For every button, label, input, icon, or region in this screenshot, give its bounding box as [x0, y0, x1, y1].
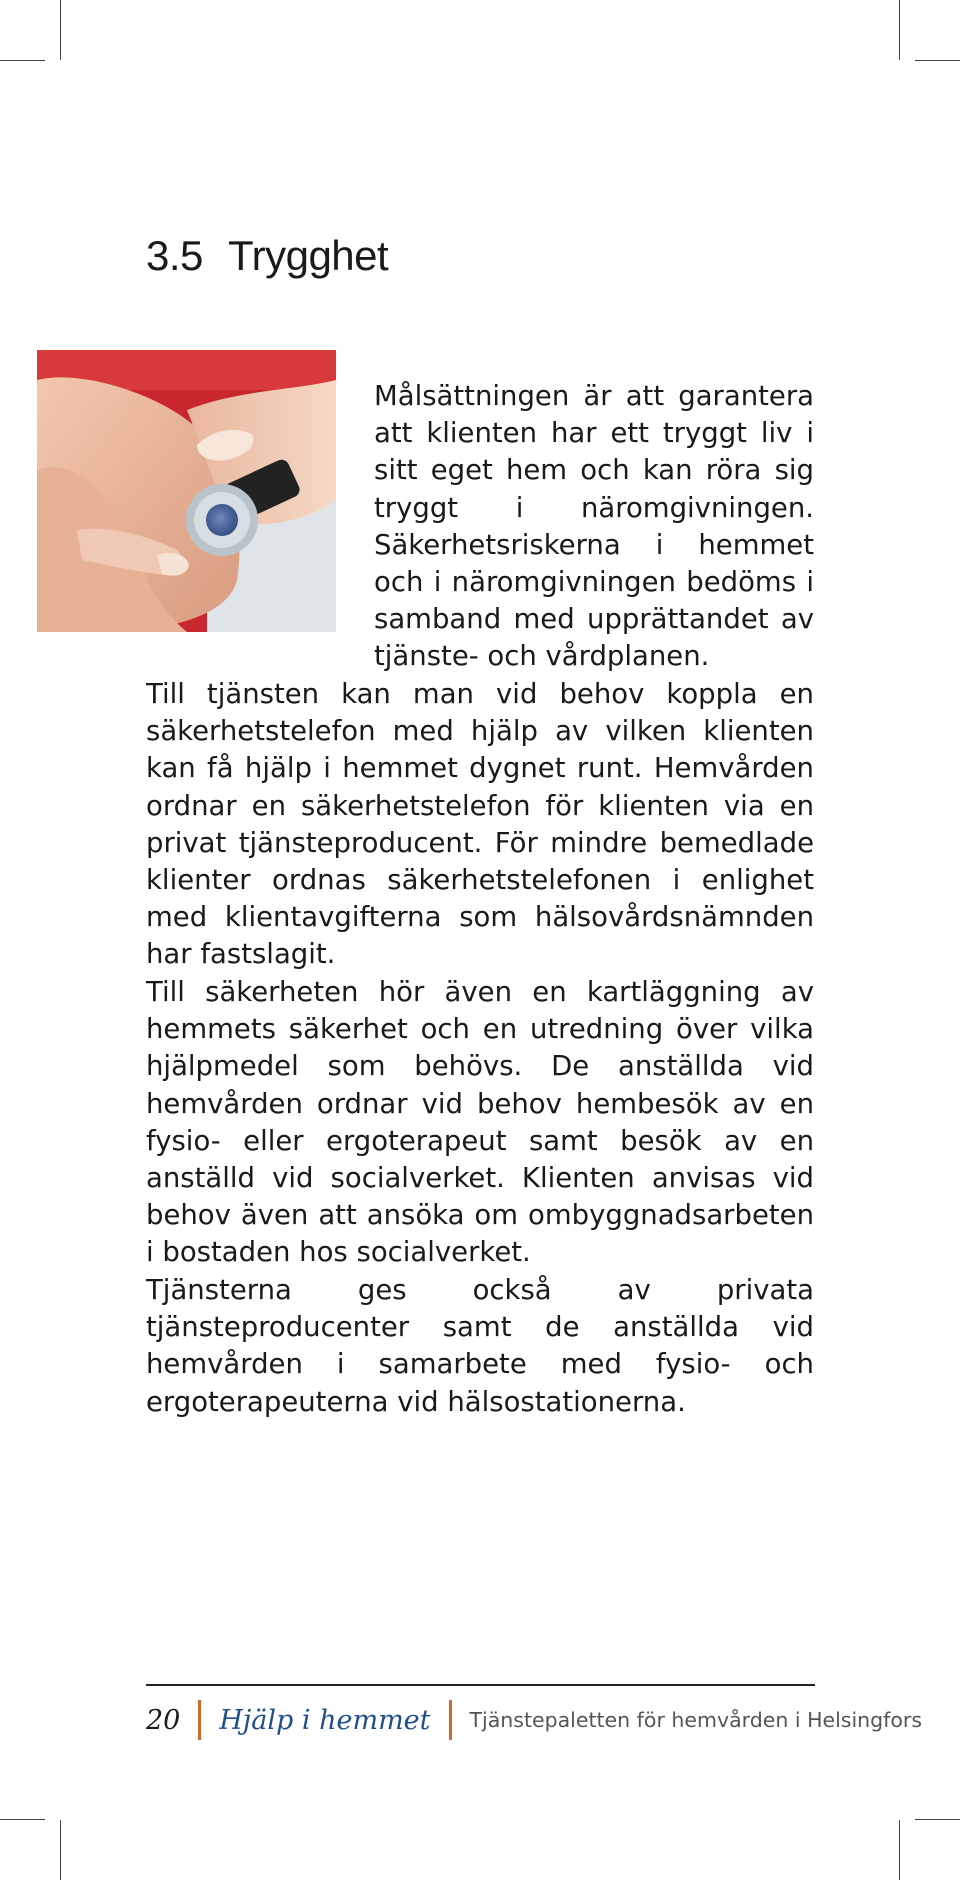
- footer-rule: [146, 1684, 815, 1686]
- section-title: Trygghet: [228, 232, 389, 279]
- paragraph-providers: Tjänsterna ges också av privata tjänsteproducenter samt de anställda vid hemvården i samarbete med fysio- och ergoterapeuterna vid hälsostationerna.: [146, 1274, 814, 1418]
- crop-mark-bottom-right: [899, 1820, 900, 1880]
- section-number: 3.5: [146, 232, 203, 279]
- crop-mark-bottom-left: [60, 1820, 61, 1880]
- crop-mark-top-left-h: [0, 60, 45, 61]
- crop-mark-top-left: [60, 0, 61, 60]
- crop-mark-bottom-right-h: [915, 1819, 960, 1820]
- footer-divider: [198, 1700, 201, 1740]
- page-footer: [146, 1700, 922, 1740]
- crop-mark-top-right-h: [915, 60, 960, 61]
- intro-paragraph: Målsättningen är att garantera att klienten har ett tryggt liv i sitt eget hem och kan röra sig tryggt i näromgivningen. Säkerhetsriskerna i hemmet och i näromgivningen bedöms i samband med upprättandet av tjänste- och vårdplanen.: [374, 380, 814, 673]
- page-number: 20: [146, 1704, 181, 1736]
- series-title: Hjälp i hemmet: [219, 1704, 431, 1736]
- publication-subtitle: Tjänstepaletten för hemvården i Helsingfors: [469, 1708, 923, 1732]
- section-heading: [146, 232, 388, 280]
- safety-alarm-photo: [37, 350, 336, 632]
- footer-divider: [449, 1700, 452, 1740]
- paragraph-security-phone: Till tjänsten kan man vid behov koppla en säkerhetstelefon med hjälp av vilken klienten kan få hjälp i hemmet dygnet runt. Hemvården ordnar en säkerhetstelefon för klienten via en privat tjänsteproducent. För mindre bemedlade klienter ordnas säkerhetstelefonen i enlighet med klientavgifterna som hälsovårdsnämnden har fastslagit.: [146, 678, 814, 971]
- paragraph-home-safety: Till säkerheten hör även en kartläggning av hemmets säkerhet och en utredning över vilka hjälpmedel som behövs. De anställda vid hemvården ordnar vid behov hembesök av en fysio- eller ergoterapeut samt besök av en anställd vid socialverket. Klienten anvisas vid behov även att ansöka om ombyggnadsarbeten i bostaden hos socialverket.: [146, 976, 814, 1269]
- crop-mark-bottom-left-h: [0, 1819, 45, 1820]
- safety-alarm-wristband-image: [37, 350, 336, 632]
- crop-mark-top-right: [899, 0, 900, 60]
